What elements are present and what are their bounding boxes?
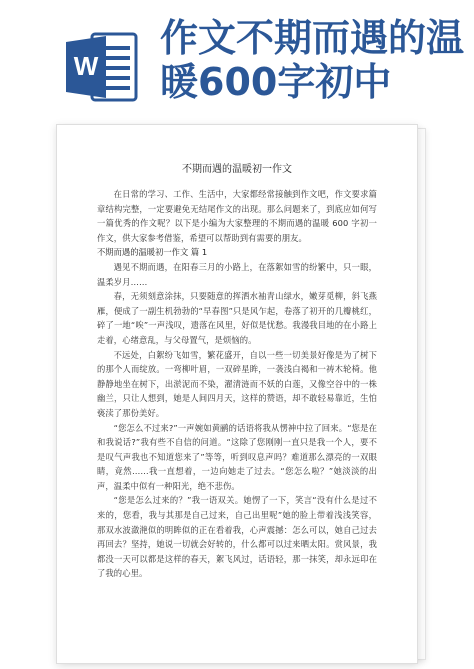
section-heading: 不期而遇的温暖初一作文 篇 1 xyxy=(97,247,208,258)
document-page xyxy=(56,124,418,664)
body-paragraph: “您怎么不过来?”一声婉如黄鹂的话语将我从愣神中拉了回来。“您是在和我说话?”我有些不自信的问道。“这除了您刚刚一直只是我一个人，要不是叹气声我也不知道您来了”等等，听到叹息声吗？难道那么漂亮的一双眼睛，竟然……我一直想着，一边向她走了过去。“您怎么啦？”她淡淡的出声，温柔中似有一种阳光，绝不悲伤。 xyxy=(97,422,377,491)
body-paragraph: 遇见不期而遇，在阳春三月的小路上，在落絮如雪的纷繁中，只一眼，温柔岁月…… xyxy=(97,261,377,287)
page-title-line-1: 作文不期而遇的温 xyxy=(160,16,465,60)
body-paragraph: 不远处，白絮纷飞如雪，繁花盛开，自以一些一切美景好像是为了树下的那个人而绽放。一弯柳叶眉，一双碎星眸，一袭浅白褐和一祷木轮椅。他静静地坐在树下，出淤泥而不染，濯清涟而不妖的白莲，又像空谷中的一株幽兰，只让人想到，她是人间四月天，这样的赞语，却不敢轻易靠近，生怕亵渎了那份美好。 xyxy=(97,349,377,418)
page-title-line-2: 暖600字初中 xyxy=(160,60,392,104)
word-document-icon xyxy=(62,28,140,106)
svg-text:W: W xyxy=(73,51,99,81)
document-title: 不期而遇的温暖初一作文 xyxy=(182,164,292,175)
intro-paragraph: 在日常的学习、工作、生活中，大家都经常接触到作文吧，作文要求篇章结构完整，一定要避免无结尾作文的出现。那么问题来了，到底应如何写一篇优秀的作文呢？以下是小编为大家整理的不期而遇的温暖 600 字初一作文，供大家参考借鉴，希望可以帮助到有需要的朋友。 xyxy=(97,189,377,243)
body-paragraph: “您是怎么过来的？”我一语双关。她愣了一下，笑言“没有什么是过不来的，您看，我与其那是自己过来，自己出里呢”她的脸上带着浅浅笑容，那双水波潋滟似的明眸似的正在看着我，心声震撼：怎么可以，她自己过去再回去？坚持，她说一切就会好转的，什么都可以过来晒太阳。赏风景，我都没一天可以都是这样的春天，絮飞风过，话语轻，那一抹笑，却永远印在了我的心里。 xyxy=(97,495,377,579)
body-paragraph: 春，无须刻意涂抹，只要随意的挥洒水袖青山绿水，嫩芽觅柳，斜飞燕雁，便成了一副生机勃勃的“早春图”只是风乍起，卷落了初开的几瓣桃红，碎了一地“唉”一声浅叹，遗落在风里，好似是忧愁。我漫我目地的在小路上走着，心绪意乱，与父母置气，是烦恼的。 xyxy=(97,291,377,345)
page-header xyxy=(0,0,474,120)
